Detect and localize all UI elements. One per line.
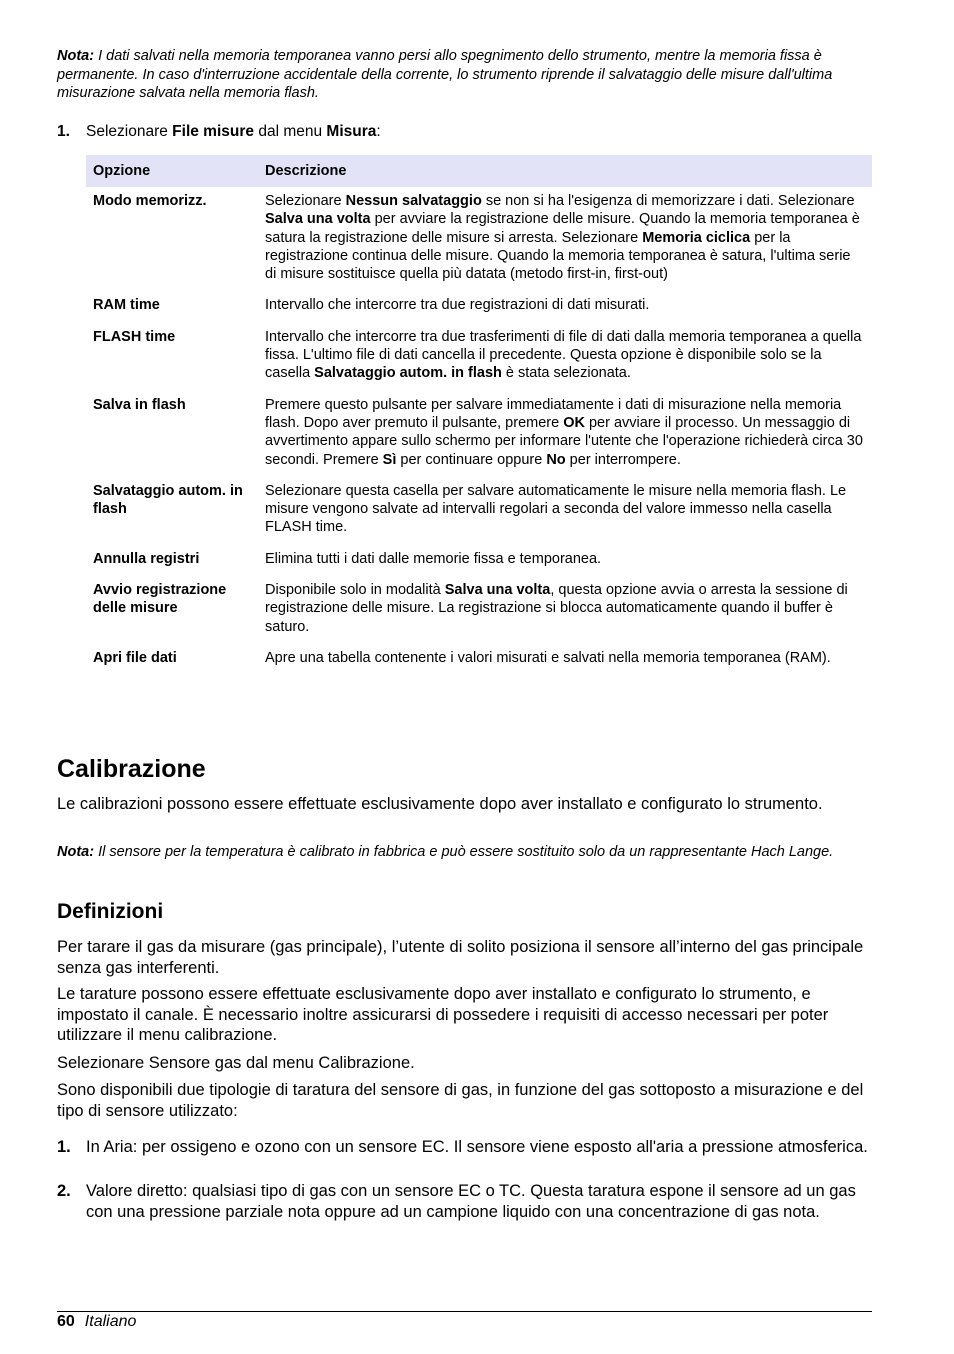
step-text-mid: dal menu: [254, 123, 327, 140]
table-row: [86, 291, 872, 322]
definizioni-paragraph-3: Selezionare Sensore gas dal menu Calibrazione.: [57, 1054, 415, 1072]
table-row: [86, 644, 872, 675]
option-description: [258, 576, 872, 644]
definizioni-paragraph-4: Sono disponibili due tipologie di taratura del sensore di gas, in funzione del gas sottoposto a misurazione e del tipo di sensore utilizzato:: [57, 1081, 864, 1120]
option-description: [258, 391, 872, 477]
note-text: Il sensore per la temperatura è calibrato in fabbrica e può essere sostituito solo da un rappresentante Hach Lange.: [94, 844, 834, 860]
option-name: Annulla registri: [93, 550, 200, 567]
note-label: Nota:: [57, 48, 95, 64]
description-text: Selezionare questa casella per salvare automaticamente le misure nella memoria flash. Le misure vengono salvate ad intervalli regolari a seconda del valore immesso nella casella FLASH time.: [265, 482, 847, 536]
definizioni-paragraph-1: Per tarare il gas da misurare (gas principale), l’utente di solito posiziona il sensore all’interno del gas principale senza gas interferenti.: [57, 938, 864, 977]
description-text: per la registrazione continua delle misure. Quando la memoria temporanea è satura, l'ultima serie di misure sostituisce quella più datata (metodo first-in, first-out): [265, 229, 851, 283]
description-text: per interrompere.: [565, 451, 681, 468]
description-emphasis: Sì: [382, 451, 397, 468]
section-title-definizioni: Definizioni: [57, 900, 164, 923]
table-row: [86, 187, 872, 291]
description-emphasis: OK: [563, 414, 585, 431]
option-name: FLASH time: [93, 328, 176, 345]
description-text: è stata selezionata.: [501, 365, 631, 382]
definizioni-paragraph-2: Le tarature possono essere effettuate esclusivamente dopo aver installato e configurato lo strumento, e impostato il canale. È necessario inoltre assicurarsi di possedere i requisiti di accesso necessari per poter utilizzare il menu calibrazione.: [57, 985, 829, 1044]
option-name: Salva in flash: [93, 396, 186, 413]
table-row: [86, 391, 872, 477]
list-item: [57, 1137, 872, 1158]
description-text: Premere questo pulsante per salvare immediatamente i dati di misurazione nella memoria flash. Dopo aver premuto il pulsante, premere: [265, 396, 842, 431]
note-text: I dati salvati nella memoria temporanea vanno persi allo spegnimento dello strumento, mentre la memoria fissa è permanente. In caso d'interruzione accidentale della corrente, lo strumento riprende il salvataggio delle misure dall'ultima misurazione salvata nella memoria flash.: [57, 48, 833, 101]
description-text: , questa opzione avvia o arresta la sessione di registrazione delle misure. La registrazione si blocca automaticamente quando il buffer è saturo.: [265, 582, 848, 635]
table-row: [86, 545, 872, 576]
description-emphasis: Salvataggio autom. in flash: [314, 365, 502, 382]
table-row: [86, 576, 872, 644]
table-row: [86, 323, 872, 391]
option-name: Avvio registrazione delle misure: [93, 582, 227, 617]
option-name: Modo memorizz.: [93, 193, 207, 209]
calibrazione-intro: Le calibrazioni possono essere effettuate esclusivamente dopo aver installato e configurato lo strumento.: [57, 795, 823, 813]
header-option: Opzione: [86, 155, 258, 187]
description-text: per avviare il processo. Un messaggio di avvertimento appare sullo schermo per informare l'utente che l'operazione richiederà circa 30 secondi. Premere: [265, 414, 863, 468]
option-name: Apri file dati: [93, 649, 177, 666]
table-body: [86, 187, 872, 675]
footer-language: Italiano: [84, 1313, 137, 1330]
description-text: se non si ha l'esigenza di memorizzare i dati. Selezionare: [481, 193, 855, 209]
step-1: [57, 122, 381, 142]
section-title-calibrazione: Calibrazione: [57, 755, 206, 783]
option-description: [258, 291, 872, 322]
description-emphasis: Memoria ciclica: [642, 229, 751, 246]
option-description: [258, 187, 872, 291]
option-description: [258, 644, 872, 675]
description-text: Intervallo che intercorre tra due trasferimenti di file di dati dalla memoria temporanea a quella fissa. L'ultimo file di dati cancella il precedente. Questa opzione è disponibile solo se la casella: [265, 328, 862, 382]
options-table: [86, 155, 872, 675]
table-row: [86, 477, 872, 545]
list-number: 2.: [57, 1182, 71, 1200]
page-number: 60: [57, 1313, 75, 1330]
page-footer: [57, 1312, 136, 1332]
option-description: [258, 545, 872, 576]
description-text: per avviare la registrazione delle misure. Quando la memoria temporanea è satura la registrazione delle misure si arresta. Selezionare: [265, 211, 860, 246]
step-menu-item: File misure: [172, 123, 255, 140]
storage-note: [57, 47, 872, 103]
description-text: Elimina tutti i dati dalle memorie fissa e temporanea.: [265, 550, 602, 567]
footer-divider: [57, 1311, 872, 1312]
option-name: RAM time: [93, 297, 160, 314]
description-text: per continuare oppure: [396, 451, 547, 468]
calibrazione-note: [57, 843, 872, 862]
header-description: Descrizione: [258, 155, 872, 187]
table-header-row: [86, 155, 872, 187]
option-name: Salvataggio autom. in flash: [93, 482, 243, 518]
description-text: Intervallo che intercorre tra due registrazioni di dati misurati.: [265, 297, 650, 314]
list-item: [57, 1181, 872, 1222]
description-text: Selezionare: [265, 193, 346, 209]
list-number: 1.: [57, 1138, 71, 1156]
list-text: In Aria: per ossigeno e ozono con un sensore EC. Il sensore viene esposto all'aria a pressione atmosferica.: [86, 1138, 868, 1156]
note-label: Nota:: [57, 844, 95, 860]
description-emphasis: Salva una volta: [265, 211, 371, 228]
description-text: Apre una tabella contenente i valori misurati e salvati nella memoria temporanea (RAM).: [265, 649, 831, 666]
step-number: 1.: [57, 123, 70, 140]
description-emphasis: Nessun salvataggio: [345, 193, 482, 209]
description-emphasis: Salva una volta: [444, 582, 551, 599]
description-emphasis: No: [546, 451, 566, 468]
option-description: [258, 323, 872, 391]
option-description: [258, 477, 872, 545]
step-text-post: :: [376, 123, 381, 140]
description-text: Disponibile solo in modalità: [265, 582, 445, 599]
step-text-pre: Selezionare: [86, 123, 173, 140]
step-menu-name: Misura: [326, 123, 377, 140]
list-text: Valore diretto: qualsiasi tipo di gas con un sensore EC o TC. Questa taratura espone il sensore ad un gas con una pressione parziale nota oppure ad un campione liquido con una concentrazione di gas nota.: [86, 1182, 856, 1221]
